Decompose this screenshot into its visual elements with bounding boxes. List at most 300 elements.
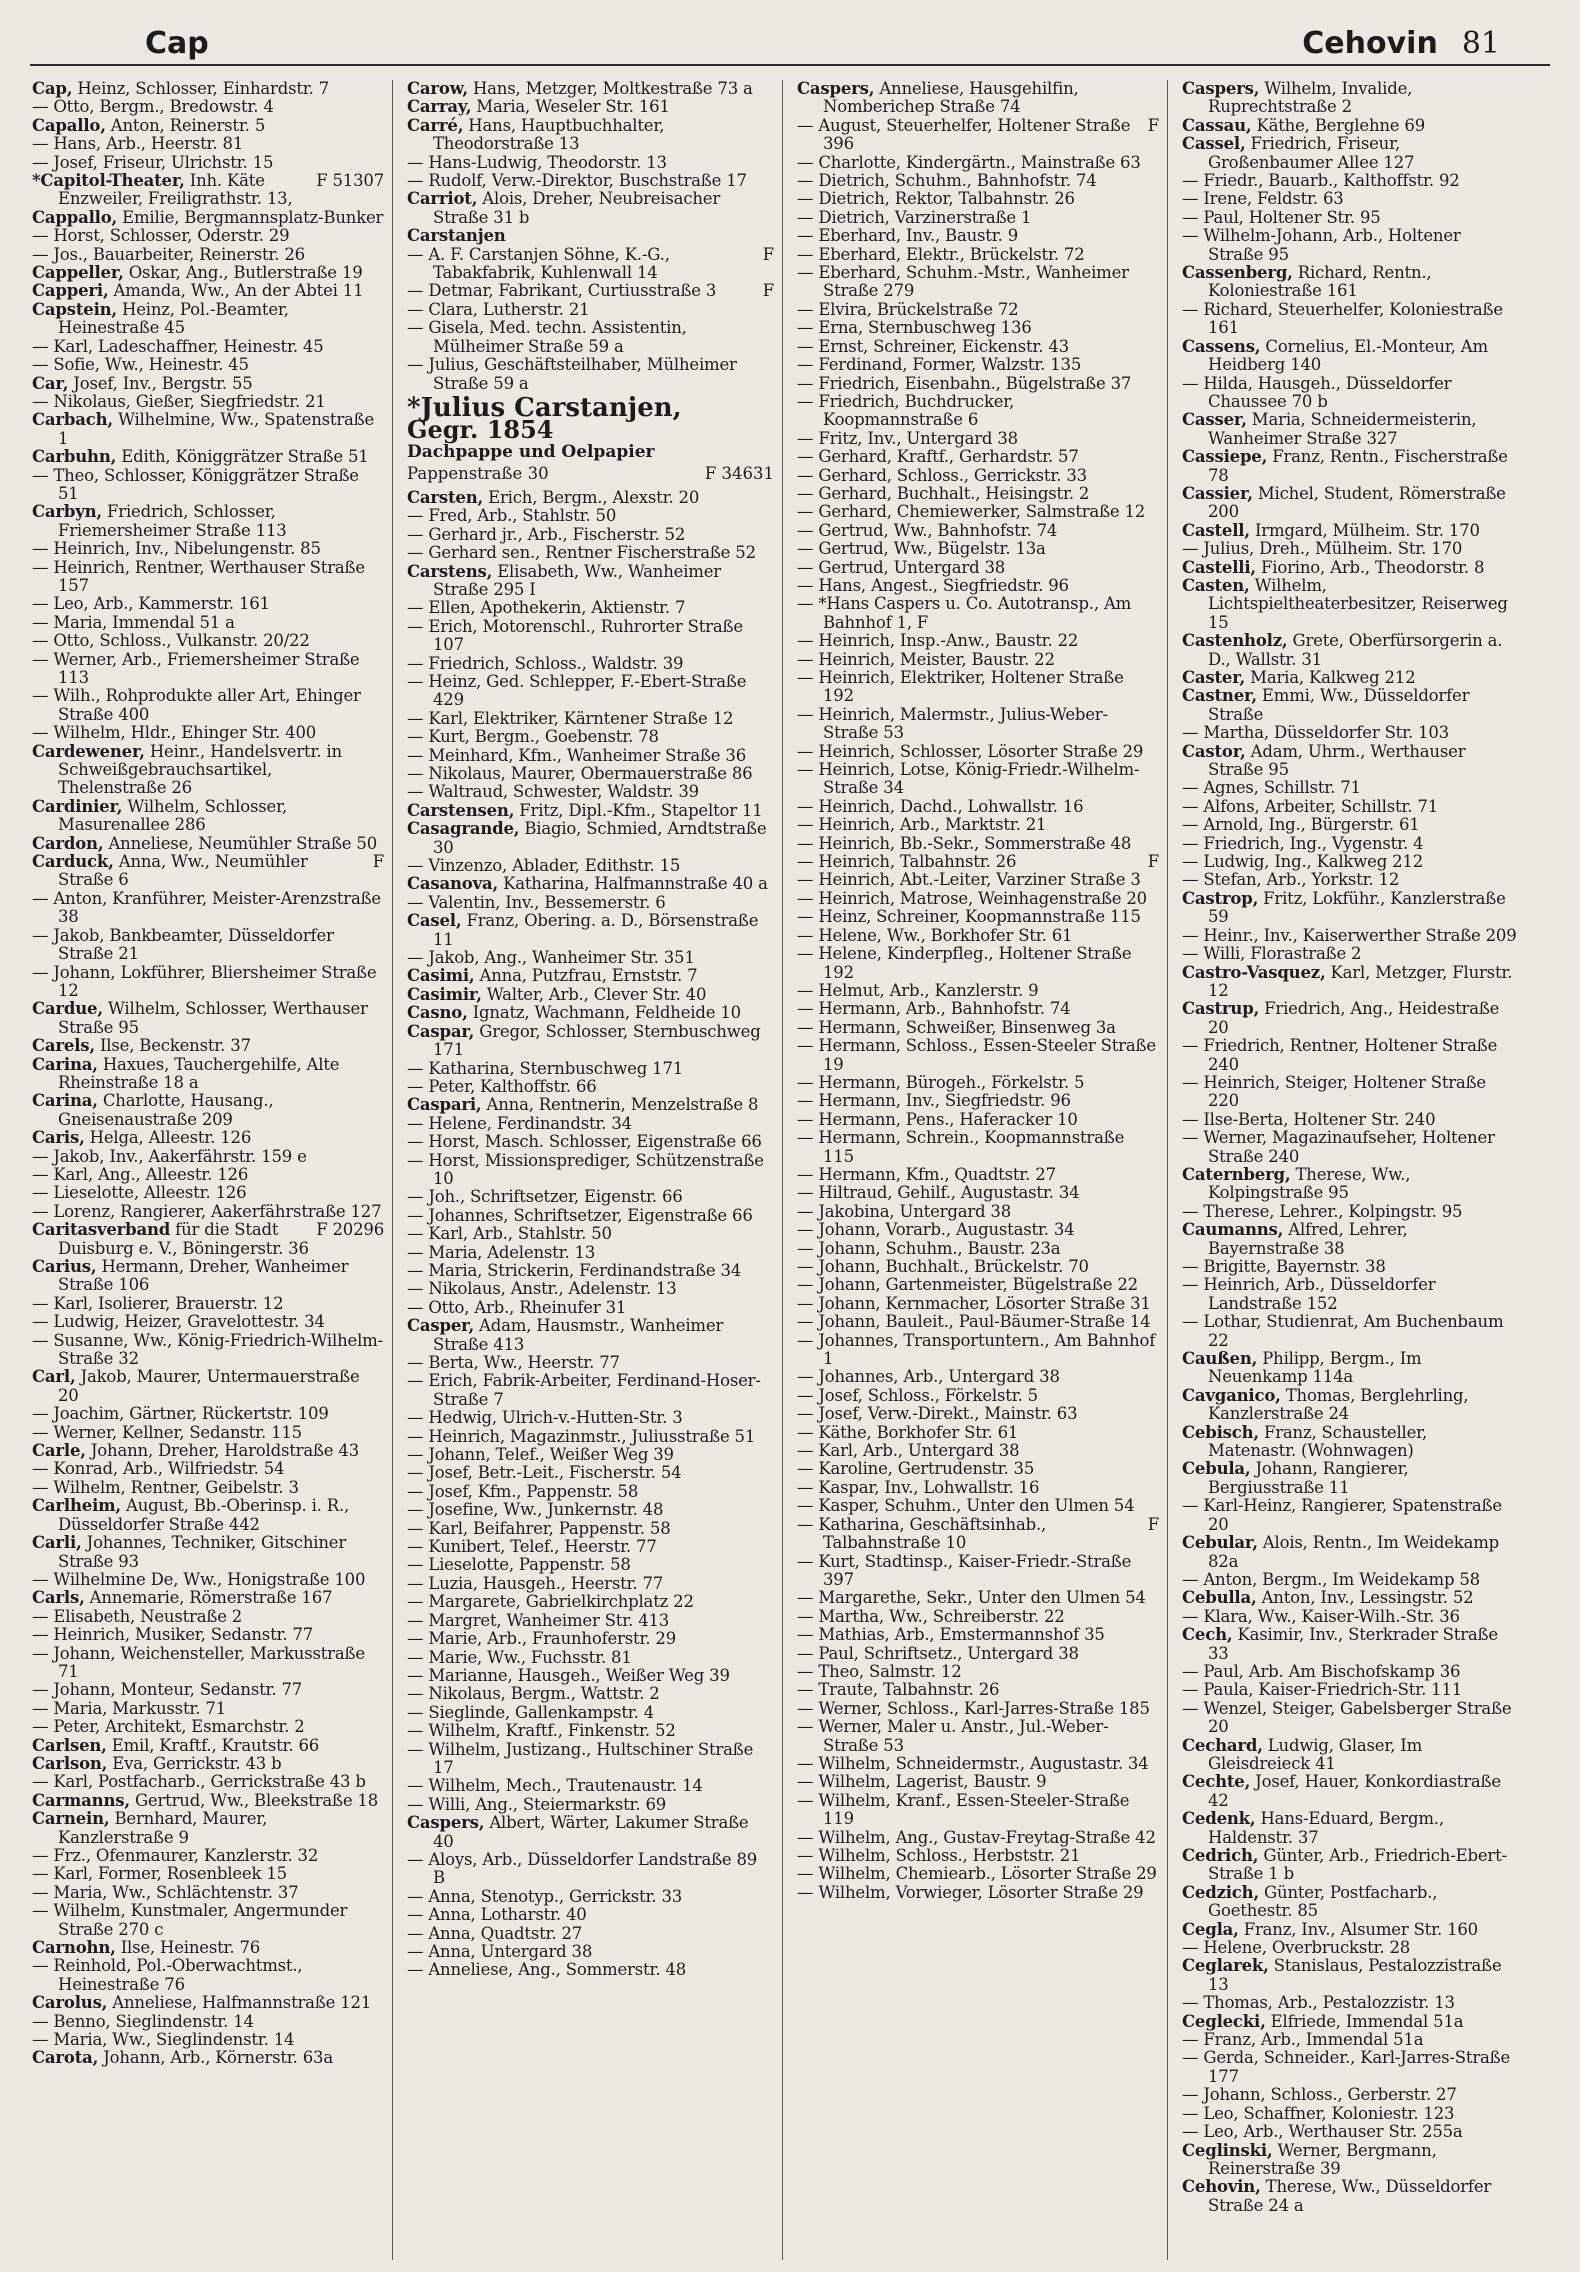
directory-entry	[1182, 1939, 1518, 1957]
directory-entry	[407, 1943, 774, 1961]
directory-entry	[407, 986, 774, 1004]
entry-details: — Ludwig, Ing., Kalkweg 212	[1182, 852, 1424, 872]
entry-details: — Wilhelm, Rentner, Geibelstr. 3	[32, 1477, 299, 1497]
entry-details: — Karl-Heinz, Rangierer, Spatenstraße 20	[1182, 1496, 1502, 1534]
entry-surname: Cegla,	[1182, 1919, 1239, 1939]
entry-details: — Ferdinand, Former, Walzstr. 135	[797, 355, 1082, 375]
entry-details: — Heinrich, Lotse, König-Friedr.-Wilhelm-Straße 34	[797, 760, 1140, 798]
directory-entry	[1182, 1681, 1518, 1699]
entry-details: — Gerhard, Chemiewerker, Salmstraße 12	[797, 502, 1146, 522]
directory-entry	[797, 1037, 1159, 1074]
entry-details: Hermann, Dreher, Wanheimer Straße 106	[58, 1257, 349, 1295]
directory-entry	[32, 540, 384, 558]
directory-entry	[1182, 964, 1518, 1001]
directory-entry	[1182, 743, 1518, 780]
directory-entry	[32, 1994, 384, 2012]
entry-details: — Willi, Florastraße 2	[1182, 944, 1362, 964]
entry-surname: Castner,	[1182, 686, 1257, 706]
entry-details: — Gerhard, Buchhalt., Heisingstr. 2	[797, 483, 1090, 503]
directory-entry	[32, 209, 384, 227]
entry-details: Anneliese, Hausgehilfin, Nomberichер Straße 74	[823, 80, 1079, 117]
entry-details: — Ellen, Apothekerin, Aktienstr. 7	[407, 598, 686, 618]
entry-surname: Carriot,	[407, 189, 478, 209]
entry-details: Haxues, Tauchergehilfe, Alte Rheinstraße 18 a	[58, 1054, 340, 1092]
column-1	[28, 80, 393, 2260]
entry-details: — Paul, Holtener Str. 95	[1182, 207, 1381, 227]
entry-details: — Margarethe, Sekr., Unter den Ulmen 54	[797, 1588, 1146, 1608]
page-header	[30, 22, 1550, 66]
column-2	[403, 80, 783, 2260]
directory-entry	[32, 338, 384, 356]
entry-details: — Karl, Ang., Alleestr. 126	[32, 1164, 249, 1184]
entry-details: — Werner, Magazinaufseher, Holtener Straße 240	[1182, 1128, 1495, 1166]
directory-entry	[32, 2049, 384, 2067]
entry-surname: Cardon,	[32, 833, 104, 853]
entry-details: — Therese, Lehrer., Kolpingstr. 95	[1182, 1201, 1463, 1221]
entry-surname: Carl,	[32, 1367, 76, 1387]
entry-details: — Karoline, Gertrudenstr. 35	[797, 1459, 1035, 1479]
directory-entry	[407, 1906, 774, 1924]
entry-details: Anneliese, Neumühler Straße 50	[103, 833, 378, 853]
directory-entry	[32, 1847, 384, 1865]
entry-details: — Karl, Isolierer, Brauerstr. 12	[32, 1293, 284, 1313]
directory-entry	[407, 117, 774, 154]
directory-entry	[1182, 669, 1518, 687]
directory-entry	[1182, 1387, 1518, 1424]
entry-details: — Nikolaus, Gießer, Siegfriedstr. 21	[32, 391, 326, 411]
entry-details: — Heinrich, Malermstr., Julius-Weber-Straße 53	[797, 704, 1108, 743]
entry-details: — Susanne, Ww., König-Friedrich-Wilhelm-Straße 32	[32, 1330, 383, 1369]
directory-entry	[407, 1464, 774, 1482]
entry-details: — Waltraud, Schwester, Waldstr. 39	[407, 782, 699, 802]
directory-entry	[407, 1372, 774, 1409]
directory-entry	[407, 765, 774, 783]
entry-details: — Heinrich, Inv., Nibelungenstr. 85	[32, 539, 321, 559]
entry-details: Wilhelm, Schlosser, Werthauser Straße 95	[58, 999, 368, 1037]
entry-details: — Helene, Ferdinandstr. 34	[407, 1113, 632, 1133]
entry-details: Adam, Hausmstr., Wanheimer Straße 413	[433, 1316, 724, 1354]
entry-details: Adam, Uhrm., Werthauser Straße 95	[1208, 741, 1466, 780]
entry-details: Kasimir, Inv., Sterkrader Straße 33	[1208, 1625, 1498, 1663]
directory-entry	[407, 1446, 774, 1464]
directory-entry	[407, 1777, 774, 1795]
entry-surname: Ceglecki,	[1182, 2011, 1266, 2031]
directory-entry	[32, 1479, 384, 1497]
directory-entry	[797, 540, 1159, 558]
directory-entry	[1182, 2031, 1518, 2049]
entry-details: Anton, Inv., Lessingstr. 52	[1256, 1588, 1474, 1608]
entry-details: Grete, Oberfürsorgerin a. D., Wallstr. 31	[1208, 631, 1503, 669]
directory-entry	[797, 816, 1159, 834]
entry-details: — Lorenz, Rangierer, Aakerfährstraße 127	[32, 1201, 382, 1221]
entry-details: — Maria, Immendal 51 a	[32, 612, 235, 632]
entry-details: — Hermann, Schweißer, Binsenweg 3a	[797, 1017, 1116, 1037]
entry-details: — Marie, Arb., Fraunhoferstr. 29	[407, 1629, 677, 1649]
entry-details: Elfriede, Immendal 51a	[1265, 2011, 1464, 2031]
entry-details: Charlotte, Hausang., Gneisenaustraße 209	[58, 1091, 274, 1129]
directory-entry	[407, 227, 774, 245]
entry-details: — Heinrich, Matrose, Weinhagenstraße 20	[797, 888, 1147, 908]
directory-entry	[32, 724, 384, 742]
directory-entry	[32, 632, 384, 650]
entry-surname: Cehovin,	[1182, 2177, 1261, 2197]
directory-entry	[32, 1737, 384, 1755]
entry-details: — Hermann, Bürogeh., Förkelstr. 5	[797, 1072, 1085, 1092]
directory-entry	[1182, 172, 1518, 190]
entry-details: Michel, Student, Römerstraße 200	[1208, 483, 1506, 522]
directory-entry	[32, 1626, 384, 1644]
entry-details: — Gerda, Schneider., Karl-Jarres-Straße 177	[1182, 2048, 1511, 2086]
entry-details: Gregor, Schlosser, Sternbuschweg 171	[433, 1021, 761, 1060]
entry-details: Fiorino, Arb., Theodorstr. 8	[1255, 557, 1485, 577]
entry-surname: Carolus,	[32, 1993, 108, 2013]
entry-surname: Carina,	[32, 1054, 98, 1074]
directory-entry	[407, 1520, 774, 1538]
entry-surname: Carbuhn,	[32, 447, 117, 467]
entry-surname: Carray,	[407, 97, 472, 117]
directory-entry	[407, 1078, 774, 1096]
entry-details: — Willi, Ang., Steiermarkstr. 69	[407, 1794, 667, 1814]
directory-entry	[407, 1612, 774, 1630]
directory-entry	[407, 154, 774, 172]
directory-entry	[407, 563, 774, 600]
directory-entry	[797, 301, 1159, 319]
entry-details: — Luzia, Hausgeh., Heerstr. 77	[407, 1573, 664, 1593]
directory-entry	[32, 1645, 384, 1682]
directory-entry	[1182, 1037, 1518, 1074]
directory-entry	[32, 1295, 384, 1313]
directory-entry	[797, 835, 1159, 853]
directory-entry	[1182, 1221, 1518, 1258]
entry-surname: Castor,	[1182, 741, 1246, 761]
directory-entry	[797, 1276, 1159, 1294]
entry-details: — Hans, Arb., Heerstr. 81	[32, 134, 244, 154]
entry-details: — Theo, Schlosser, Königgrätzer Straße 51	[32, 465, 359, 503]
entry-details: — Dietrich, Rektor, Talbahnstr. 26	[797, 189, 1075, 209]
entry-details: — Anton, Bergm., Im Weidekamp 58	[1182, 1569, 1480, 1589]
directory-entry	[407, 1188, 774, 1206]
entry-details: Johann, Dreher, Haroldstraße 43	[85, 1441, 360, 1461]
entry-details: Franz, Schausteller, Matenastr. (Wohnwagen)	[1208, 1422, 1428, 1461]
directory-entry	[797, 1884, 1159, 1902]
directory-entry	[32, 1700, 384, 1718]
entry-details: — Hilda, Hausgeh., Düsseldorfer Chaussee 70 b	[1182, 373, 1452, 411]
entry-surname: Carli,	[32, 1533, 82, 1553]
directory-entry	[1182, 301, 1518, 338]
entry-details: — Heinrich, Elektriker, Holtener Straße 192	[797, 668, 1124, 706]
directory-entry	[797, 430, 1159, 448]
entry-details: Anna, Ww., Neumühler Straße 6	[58, 852, 308, 890]
directory-entry	[1182, 724, 1518, 742]
directory-entry	[1182, 411, 1518, 448]
entry-details: — Wilhelm, Ang., Gustav-Freytag-Straße 42	[797, 1827, 1156, 1847]
entry-details: Gertrud, Ww., Bleekstraße 18	[129, 1790, 379, 1810]
entry-surname: Cechard,	[1182, 1735, 1263, 1755]
entry-details: — Heinrich, Musiker, Sedanstr. 77	[32, 1625, 314, 1645]
directory-entry	[32, 687, 384, 724]
entry-surname: Cassau,	[1182, 115, 1252, 135]
directory-entry	[797, 577, 1159, 595]
directory-entry	[32, 1902, 384, 1939]
directory-entry	[407, 1630, 774, 1648]
entry-details: Ignatz, Wachmann, Feldheide 10	[467, 1003, 741, 1023]
directory-entry	[32, 1037, 384, 1055]
directory-entry	[797, 853, 1159, 871]
entry-phone-marker: F	[372, 852, 384, 872]
entry-details: — August, Steuerhelfer, Holtener Straße 396	[797, 115, 1131, 154]
entry-details: — Leo, Arb., Kammerstr. 161	[32, 594, 270, 614]
entry-details: — Valentin, Inv., Bessemerstr. 6	[407, 892, 666, 912]
entry-details: Jakob, Maurer, Untermauerstraße 20	[58, 1367, 360, 1405]
entry-details: — Heinz, Schreiner, Koopmannstraße 115	[797, 907, 1141, 927]
directory-entry	[32, 1313, 384, 1331]
directory-entry	[407, 356, 774, 393]
directory-entry	[1182, 338, 1518, 375]
entry-details: Franz, Obering. a. D., Börsenstraße 11	[433, 911, 759, 949]
entry-details: — Hermann, Schrein., Koopmannstraße 115	[797, 1128, 1125, 1166]
entry-details: — Berta, Ww., Heerstr. 77	[407, 1353, 620, 1372]
entry-surname: Casten,	[1182, 575, 1250, 595]
entry-details: Eva, Gerrickstr. 43 b	[107, 1753, 282, 1773]
directory-entry	[32, 1203, 384, 1221]
directory-entry	[407, 489, 774, 507]
entry-details: — Hedwig, Ulrich-v.-Hutten-Str. 3	[407, 1408, 683, 1428]
entry-details: Therese, Ww., Düsseldorfer Straße 24 a	[1208, 2177, 1492, 2215]
directory-entry	[1182, 1663, 1518, 1681]
ad-products: Dachpappe und Oelpapier	[407, 441, 655, 462]
directory-entry	[32, 1424, 384, 1442]
entry-details: — Wilhelm, Schneidermstr., Augustastr. 34	[797, 1753, 1149, 1773]
entry-surname: Carina,	[32, 1091, 98, 1111]
directory-entry	[1182, 1497, 1518, 1534]
entry-details: — Lieselotte, Pappenstr. 58	[407, 1555, 631, 1575]
directory-entry	[407, 747, 774, 765]
directory-entry	[1182, 927, 1518, 945]
directory-entry	[32, 356, 384, 374]
directory-entry	[1182, 227, 1518, 264]
entry-details: Werner, Bergmann, Reinerstraße 39	[1208, 2140, 1437, 2178]
directory-entry	[407, 1207, 774, 1225]
entry-details: — Ludwig, Heizer, Gravelottestr. 34	[32, 1312, 325, 1332]
directory-entry	[32, 375, 384, 393]
entry-details: — Leo, Schaffner, Koloniestr. 123	[1182, 2103, 1455, 2123]
entry-details: — Heinrich, Rentner, Werthauser Straße 157	[32, 557, 365, 595]
entry-details: — Heinrich, Magazinmstr., Juliusstraße 51	[407, 1426, 756, 1446]
entry-details: — Josef, Betr.-Leit., Fischerstr. 54	[407, 1463, 682, 1483]
entry-phone-marker: F	[1147, 1514, 1159, 1534]
entry-details: — Johann, Buchhalt., Brückelstr. 70	[797, 1257, 1089, 1276]
entry-details: — Wilhelm, Hldr., Ehinger Str. 400	[32, 723, 317, 743]
entry-details: Irmgard, Mülheim. Str. 170	[1249, 520, 1480, 540]
entry-details: — Joh., Schriftsetzer, Eigenstr. 66	[407, 1187, 683, 1207]
directory-entry	[32, 1589, 384, 1607]
entry-details: Wilhelm, Schlosser, Masurenallee 286	[58, 796, 288, 835]
entry-details: Alfred, Lehrer, Bayernstraße 38	[1208, 1220, 1408, 1258]
entry-surname: Cebulla,	[1182, 1588, 1257, 1608]
directory-entry	[32, 1092, 384, 1129]
directory-entry	[407, 190, 774, 227]
directory-entry	[407, 1649, 774, 1667]
entry-details: — Margret, Wanheimer Str. 413	[407, 1610, 670, 1630]
directory-entry	[407, 820, 774, 857]
advertisement-entry	[407, 392, 774, 485]
entry-details: — Arnold, Ing., Bürgerstr. 61	[1182, 815, 1420, 835]
entry-details: — Otto, Arb., Rheinufer 31	[407, 1297, 627, 1317]
entry-details: — Johann, Telef., Weißer Weg 39	[407, 1445, 674, 1465]
directory-entry	[797, 908, 1159, 926]
directory-entry	[32, 559, 384, 596]
entry-details: — Gertrud, Ww., Bügelstr. 13a	[797, 539, 1046, 559]
entry-details: Wilhelm, Lichtspieltheaterbesitzer, Reiserweg 15	[1208, 575, 1508, 632]
directory-entry	[32, 1571, 384, 1589]
directory-entry	[1182, 264, 1518, 301]
entry-details: Anna, Rentnerin, Menzelstraße 8	[481, 1095, 759, 1115]
directory-entry	[1182, 853, 1518, 871]
entry-details: — A. F. Carstanjen Söhne, K.-G., Tabakfabrik, Kuhlenwall 14	[407, 244, 670, 283]
directory-entry	[797, 945, 1159, 982]
directory-entry	[1182, 1074, 1518, 1111]
entry-details: — Reinhold, Pol.-Oberwachtmst., Heinestraße 76	[32, 1956, 303, 1994]
entry-details: — Heinrich, Bb.-Sekr., Sommerstraße 48	[797, 833, 1132, 853]
directory-entry	[1182, 80, 1518, 117]
entry-surname: Castrop,	[1182, 888, 1259, 908]
entry-details: Inh. Käte Enzweiler, Freiligrathstr. 13,	[58, 171, 293, 209]
entry-surname: Carow,	[407, 80, 468, 98]
entry-details: — Kurt, Stadtinsp., Kaiser-Friedr.-Straße 397	[797, 1551, 1132, 1589]
directory-entry	[1182, 2049, 1518, 2086]
directory-entry	[797, 1645, 1159, 1663]
directory-entry	[32, 964, 384, 1001]
entry-details: — Nikolaus, Anstr., Adelenstr. 13	[407, 1279, 677, 1299]
entry-details: — Wilhelm, Justizang., Hultschiner Straße 17	[407, 1739, 754, 1777]
directory-entry	[32, 282, 384, 300]
entry-details: Biagio, Schmied, Arndtstraße 30	[433, 819, 767, 857]
directory-entry	[407, 526, 774, 544]
directory-entry	[797, 1553, 1159, 1590]
directory-entry	[1182, 687, 1518, 724]
entry-details: — Friedrich, Schloss., Waldstr. 39	[407, 653, 684, 673]
directory-entry	[407, 599, 774, 617]
entry-details: — Horst, Masch. Schlosser, Eigenstraße 66	[407, 1132, 762, 1152]
entry-details: Johann, Rangierer, Bergiusstraße 11	[1208, 1459, 1409, 1497]
entry-details: Emmi, Ww., Düsseldorfer Straße	[1208, 686, 1470, 724]
entry-details: Hans, Hauptbuchhalter, Theodorstraße 13	[433, 115, 665, 154]
directory-entry	[797, 1368, 1159, 1386]
entry-details: — Jakobina, Untergard 38	[797, 1201, 1012, 1221]
directory-entry	[32, 1681, 384, 1699]
entry-surname: Ceglinski,	[1182, 2140, 1273, 2160]
entry-details: Friedrich, Schlosser, Friemersheimer Straße 113	[58, 502, 287, 540]
column-3	[793, 80, 1168, 2260]
entry-surname: Cassiepe,	[1182, 447, 1268, 467]
entry-details: — Johann, Schloss., Gerberstr. 27	[1182, 2085, 1457, 2105]
entry-details: Friedrich, Ang., Heidestraße 20	[1208, 999, 1500, 1037]
entry-details: Annemarie, Römerstraße 167	[84, 1588, 333, 1608]
directory-entry	[1182, 135, 1518, 172]
entry-details: — Sofie, Ww., Heinestr. 45	[32, 355, 249, 375]
directory-entry	[797, 1700, 1159, 1718]
entry-details: Ilse, Heinestr. 76	[115, 1938, 261, 1958]
entry-surname: Carius,	[32, 1257, 97, 1276]
entry-details: — Karl, Postfacharb., Gerrickstraße 43 b	[32, 1772, 366, 1792]
entry-details: — Karl, Elektriker, Kärntener Straße 12	[407, 708, 734, 728]
directory-entry	[407, 80, 774, 98]
directory-entry	[797, 982, 1159, 1000]
entry-details: — Johann, Monteur, Sedanstr. 77	[32, 1680, 303, 1700]
ad-founding-year: Gegr. 1854	[407, 414, 554, 444]
directory-entry	[1182, 779, 1518, 797]
directory-entry	[797, 1442, 1159, 1460]
directory-entry	[407, 1593, 774, 1611]
entry-details: — Sieglinde, Gallenkampstr. 4	[407, 1702, 655, 1722]
directory-entry	[1182, 1847, 1518, 1884]
directory-entry	[1182, 835, 1518, 853]
entry-details: — Kasper, Schuhm., Unter den Ulmen 54	[797, 1496, 1135, 1516]
entry-phone-marker: F	[1147, 115, 1159, 135]
directory-entry	[407, 1704, 774, 1722]
directory-entry	[1182, 890, 1518, 927]
directory-entry	[407, 1409, 774, 1427]
directory-entry	[407, 1925, 774, 1943]
entry-surname: Capstein,	[32, 299, 117, 319]
entry-details: Maria, Kalkweg 212	[1245, 668, 1416, 687]
directory-entry	[407, 1317, 774, 1354]
entry-surname: Carlsen,	[32, 1735, 107, 1755]
entry-details: — Horst, Missionsprediger, Schützenstraße 10	[407, 1150, 764, 1188]
directory-entry	[797, 356, 1159, 374]
directory-entry	[1182, 1608, 1518, 1626]
directory-entry	[407, 319, 774, 356]
directory-entry	[797, 485, 1159, 503]
entry-details: — Hermann, Pens., Haferacker 10	[797, 1109, 1078, 1129]
directory-entry	[32, 743, 384, 798]
directory-entry	[32, 1810, 384, 1847]
entry-surname: Car,	[32, 373, 69, 393]
directory-entry	[797, 1516, 1159, 1553]
entry-details: Edith, Königgrätzer Straße 51	[116, 447, 369, 467]
entry-surname: Cebular,	[1182, 1533, 1258, 1553]
entry-details: Cornelius, El.-Monteur, Am Heidberg 140	[1208, 336, 1488, 375]
entry-details: — Friedrich, Buchdrucker, Koopmannstraße 6	[797, 391, 1015, 430]
entry-details: — Anton, Kranführer, Meister-Arenzstraße 38	[32, 888, 381, 927]
directory-entry	[407, 246, 774, 283]
directory-entry	[407, 1004, 774, 1022]
entry-details: Heinz, Pol.-Beamter, Heinestraße 45	[58, 299, 289, 338]
entry-surname: Carbach,	[32, 410, 113, 430]
entry-details: Maria, Schneidermeisterin, Wanheimer Straße 327	[1208, 410, 1477, 448]
entry-surname: Cebisch,	[1182, 1422, 1259, 1442]
entry-details: Heinz, Schlosser, Einhardstr. 7	[72, 80, 330, 98]
entry-details: — Werner, Schloss., Karl-Jarres-Straße 185	[797, 1698, 1150, 1718]
directory-entry	[407, 544, 774, 562]
directory-entry	[407, 507, 774, 525]
directory-entry	[32, 835, 384, 853]
directory-entry	[32, 853, 384, 890]
entry-surname: Caumanns,	[1182, 1220, 1284, 1240]
directory-entry	[32, 798, 384, 835]
entry-details: — Margarete, Gabrielkirchplatz 22	[407, 1592, 694, 1612]
directory-entry	[32, 1718, 384, 1736]
entry-details: — Katharina, Sternbuschweg 171	[407, 1058, 684, 1078]
entry-details: — Eberhard, Inv., Baustr. 9	[797, 226, 1018, 246]
entry-details: — Erich, Motorenschl., Ruhrorter Straße 107	[407, 616, 743, 655]
directory-entry	[1182, 1957, 1518, 1994]
directory-entry	[407, 1556, 774, 1574]
directory-entry	[1182, 1258, 1518, 1276]
directory-entry	[32, 1221, 384, 1258]
directory-entry	[797, 1240, 1159, 1258]
entry-details: — Wilhelmine De, Ww., Honigstraße 100	[32, 1569, 366, 1589]
